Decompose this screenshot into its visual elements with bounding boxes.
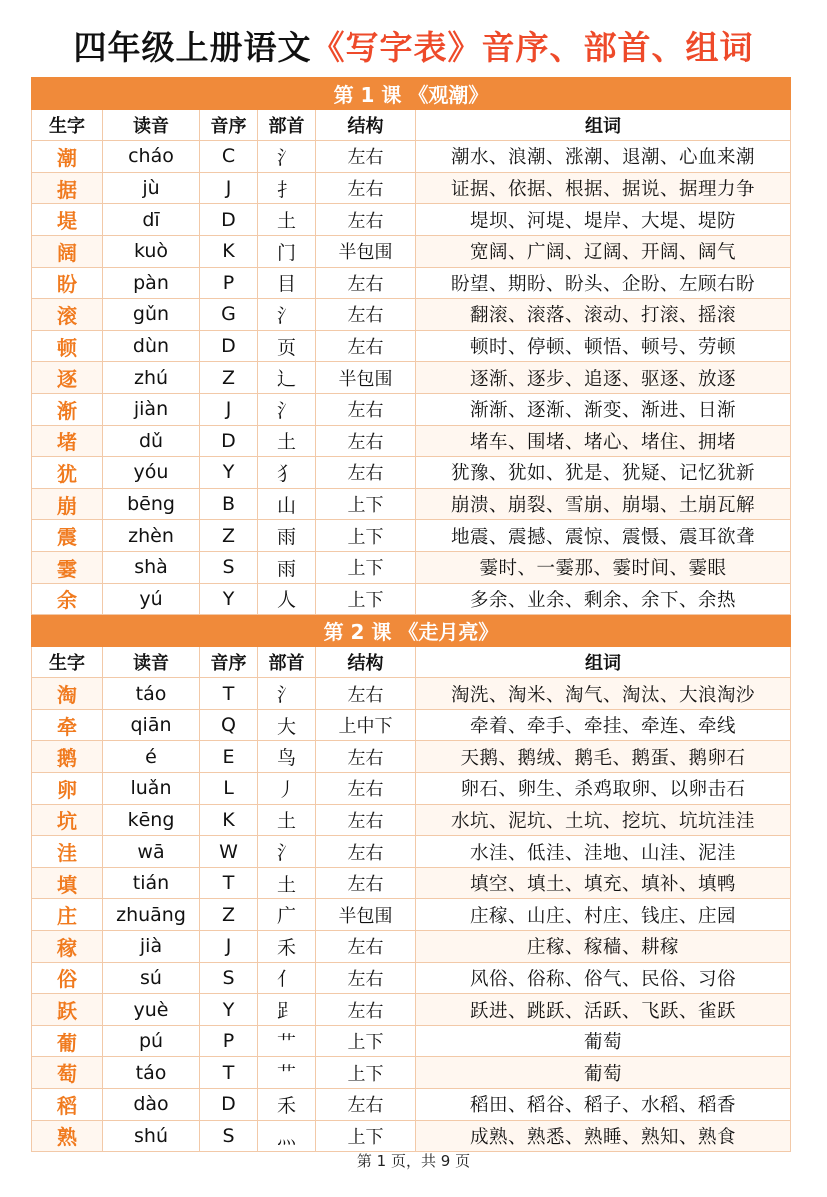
radical-cell: 鸟: [258, 741, 316, 773]
initial-cell: Z: [200, 899, 258, 931]
words-cell: 逐渐、逐步、追逐、驱逐、放逐: [416, 362, 791, 394]
initial-cell: G: [200, 299, 258, 331]
initial-cell: E: [200, 741, 258, 773]
initial-cell: C: [200, 141, 258, 173]
lesson-heading-row: [32, 78, 791, 110]
structure-cell: 上下: [316, 520, 416, 552]
table-row: [32, 931, 791, 963]
page-footer: 第 1 页，共 9 页: [356, 1152, 471, 1170]
structure-cell: 半包围: [316, 362, 416, 394]
character-cell: 俗: [32, 962, 103, 994]
table-row: [32, 299, 791, 331]
pinyin-cell: zhèn: [103, 520, 200, 552]
pinyin-cell: shú: [103, 1120, 200, 1152]
initial-cell: Y: [200, 583, 258, 615]
table-row: [32, 899, 791, 931]
pinyin-cell: yóu: [103, 457, 200, 489]
radical-cell: 𧾷: [258, 994, 316, 1026]
radical-cell: 艹: [258, 1025, 316, 1057]
words-cell: 风俗、俗称、俗气、民俗、习俗: [416, 962, 791, 994]
initial-cell: D: [200, 204, 258, 236]
words-cell: 水洼、低洼、洼地、山洼、泥洼: [416, 836, 791, 868]
radical-cell: 土: [258, 867, 316, 899]
structure-cell: 左右: [316, 267, 416, 299]
words-cell: 牵着、牵手、牵挂、牵连、牵线: [416, 709, 791, 741]
header-character: 生字: [32, 109, 103, 141]
initial-cell: S: [200, 1120, 258, 1152]
radical-cell: 土: [258, 425, 316, 457]
pinyin-cell: sú: [103, 962, 200, 994]
character-cell: 余: [32, 583, 103, 615]
character-cell: 稼: [32, 931, 103, 963]
title-part3: 音序、部首、组词: [481, 28, 754, 67]
table-row: [32, 204, 791, 236]
table-row: [32, 1089, 791, 1121]
pinyin-cell: dào: [103, 1089, 200, 1121]
radical-cell: 氵: [258, 299, 316, 331]
initial-cell: S: [200, 551, 258, 583]
radical-cell: 丿: [258, 773, 316, 805]
character-cell: 渐: [32, 393, 103, 425]
table-row: [32, 1120, 791, 1152]
character-cell: 萄: [32, 1057, 103, 1089]
character-cell: 填: [32, 867, 103, 899]
table-row: [32, 678, 791, 710]
structure-cell: 上下: [316, 583, 416, 615]
pinyin-cell: wā: [103, 836, 200, 868]
radical-cell: 灬: [258, 1120, 316, 1152]
radical-cell: 氵: [258, 678, 316, 710]
words-cell: 堤坝、河堤、堤岸、大堤、堤防: [416, 204, 791, 236]
words-cell: 葡萄: [416, 1057, 791, 1089]
structure-cell: 左右: [316, 931, 416, 963]
table-row: [32, 330, 791, 362]
initial-cell: T: [200, 1057, 258, 1089]
words-cell: 盼望、期盼、盼头、企盼、左顾右盼: [416, 267, 791, 299]
words-cell: 多余、业余、剩余、余下、余热: [416, 583, 791, 615]
character-cell: 顿: [32, 330, 103, 362]
header-structure: 结构: [316, 646, 416, 678]
words-cell: 证据、依据、根据、据说、据理力争: [416, 172, 791, 204]
character-cell: 庄: [32, 899, 103, 931]
words-cell: 顿时、停顿、顿悟、顿号、劳顿: [416, 330, 791, 362]
pinyin-cell: kuò: [103, 235, 200, 267]
initial-cell: D: [200, 330, 258, 362]
structure-cell: 上下: [316, 551, 416, 583]
structure-cell: 上下: [316, 1057, 416, 1089]
pinyin-cell: jià: [103, 931, 200, 963]
column-header-row: [32, 646, 791, 678]
structure-cell: 左右: [316, 836, 416, 868]
table-row: [32, 741, 791, 773]
initial-cell: J: [200, 393, 258, 425]
pinyin-cell: gǔn: [103, 299, 200, 331]
table-row: [32, 141, 791, 173]
structure-cell: 上中下: [316, 709, 416, 741]
table-row: [32, 773, 791, 805]
table-row: [32, 1025, 791, 1057]
title-part2: 《写字表》: [311, 28, 482, 67]
pinyin-cell: zhuāng: [103, 899, 200, 931]
character-cell: 崩: [32, 488, 103, 520]
table-body: [32, 78, 791, 1152]
structure-cell: 左右: [316, 204, 416, 236]
pinyin-cell: dùn: [103, 330, 200, 362]
table-row: [32, 235, 791, 267]
page-title: [0, 22, 827, 69]
character-cell: 滚: [32, 299, 103, 331]
table-row: [32, 583, 791, 615]
radical-cell: 雨: [258, 520, 316, 552]
header-pinyin: 读音: [103, 109, 200, 141]
header-radical: 部首: [258, 646, 316, 678]
words-cell: 霎时、一霎那、霎时间、霎眼: [416, 551, 791, 583]
pinyin-cell: dǔ: [103, 425, 200, 457]
pinyin-cell: táo: [103, 678, 200, 710]
pinyin-cell: táo: [103, 1057, 200, 1089]
words-cell: 庄稼、稼穑、耕稼: [416, 931, 791, 963]
structure-cell: 左右: [316, 867, 416, 899]
words-cell: 填空、填土、填充、填补、填鸭: [416, 867, 791, 899]
radical-cell: 辶: [258, 362, 316, 394]
initial-cell: Z: [200, 362, 258, 394]
pinyin-cell: tián: [103, 867, 200, 899]
words-cell: 地震、震撼、震惊、震慑、震耳欲聋: [416, 520, 791, 552]
table-row: [32, 962, 791, 994]
radical-cell: 山: [258, 488, 316, 520]
character-cell: 淘: [32, 678, 103, 710]
pinyin-cell: kēng: [103, 804, 200, 836]
pinyin-cell: zhú: [103, 362, 200, 394]
structure-cell: 左右: [316, 994, 416, 1026]
table-row: [32, 172, 791, 204]
pinyin-cell: jiàn: [103, 393, 200, 425]
words-cell: 庄稼、山庄、村庄、钱庄、庄园: [416, 899, 791, 931]
structure-cell: 左右: [316, 172, 416, 204]
character-cell: 据: [32, 172, 103, 204]
character-cell: 震: [32, 520, 103, 552]
structure-cell: 左右: [316, 1089, 416, 1121]
pinyin-cell: pú: [103, 1025, 200, 1057]
radical-cell: 艹: [258, 1057, 316, 1089]
character-cell: 牵: [32, 709, 103, 741]
table-row: [32, 867, 791, 899]
structure-cell: 左右: [316, 141, 416, 173]
pinyin-cell: shà: [103, 551, 200, 583]
initial-cell: Y: [200, 457, 258, 489]
radical-cell: 雨: [258, 551, 316, 583]
character-cell: 鹅: [32, 741, 103, 773]
pinyin-cell: é: [103, 741, 200, 773]
header-character: 生字: [32, 646, 103, 678]
initial-cell: Y: [200, 994, 258, 1026]
initial-cell: D: [200, 1089, 258, 1121]
structure-cell: 半包围: [316, 899, 416, 931]
character-cell: 卵: [32, 773, 103, 805]
character-cell: 稻: [32, 1089, 103, 1121]
words-cell: 卵石、卵生、杀鸡取卵、以卵击石: [416, 773, 791, 805]
character-cell: 跃: [32, 994, 103, 1026]
character-cell: 阔: [32, 235, 103, 267]
character-cell: 堵: [32, 425, 103, 457]
words-cell: 成熟、熟悉、熟睡、熟知、熟食: [416, 1120, 791, 1152]
table-row: [32, 362, 791, 394]
initial-cell: S: [200, 962, 258, 994]
initial-cell: P: [200, 267, 258, 299]
header-initial: 音序: [200, 646, 258, 678]
initial-cell: K: [200, 235, 258, 267]
initial-cell: L: [200, 773, 258, 805]
words-cell: 跃进、跳跃、活跃、飞跃、雀跃: [416, 994, 791, 1026]
structure-cell: 左右: [316, 678, 416, 710]
words-cell: 犹豫、犹如、犹是、犹疑、记忆犹新: [416, 457, 791, 489]
radical-cell: 人: [258, 583, 316, 615]
radical-cell: 禾: [258, 1089, 316, 1121]
title-part1: 四年级上册语文: [73, 28, 312, 67]
character-cell: 盼: [32, 267, 103, 299]
initial-cell: P: [200, 1025, 258, 1057]
table-row: [32, 994, 791, 1026]
pinyin-cell: luǎn: [103, 773, 200, 805]
table-row: [32, 1057, 791, 1089]
pinyin-cell: dī: [103, 204, 200, 236]
words-cell: 稻田、稻谷、稻子、水稻、稻香: [416, 1089, 791, 1121]
radical-cell: 目: [258, 267, 316, 299]
initial-cell: J: [200, 931, 258, 963]
character-cell: 坑: [32, 804, 103, 836]
words-cell: 堵车、围堵、堵心、堵住、拥堵: [416, 425, 791, 457]
table-row: [32, 267, 791, 299]
header-words: 组词: [416, 109, 791, 141]
table-row: [32, 709, 791, 741]
header-pinyin: 读音: [103, 646, 200, 678]
pinyin-cell: yuè: [103, 994, 200, 1026]
structure-cell: 左右: [316, 425, 416, 457]
structure-cell: 上下: [316, 1025, 416, 1057]
words-cell: 天鹅、鹅绒、鹅毛、鹅蛋、鹅卵石: [416, 741, 791, 773]
structure-cell: 左右: [316, 457, 416, 489]
structure-cell: 左右: [316, 299, 416, 331]
words-cell: 渐渐、逐渐、渐变、渐进、日渐: [416, 393, 791, 425]
character-cell: 堤: [32, 204, 103, 236]
structure-cell: 左右: [316, 393, 416, 425]
radical-cell: 犭: [258, 457, 316, 489]
words-cell: 潮水、浪潮、涨潮、退潮、心血来潮: [416, 141, 791, 173]
initial-cell: Z: [200, 520, 258, 552]
words-cell: 淘洗、淘米、淘气、淘汰、大浪淘沙: [416, 678, 791, 710]
radical-cell: 广: [258, 899, 316, 931]
radical-cell: 氵: [258, 393, 316, 425]
character-cell: 霎: [32, 551, 103, 583]
table-row: [32, 804, 791, 836]
radical-cell: 大: [258, 709, 316, 741]
header-structure: 结构: [316, 109, 416, 141]
lesson-heading: 第 2 课 《走月亮》: [32, 615, 791, 647]
structure-cell: 半包围: [316, 235, 416, 267]
pinyin-cell: yú: [103, 583, 200, 615]
structure-cell: 上下: [316, 1120, 416, 1152]
lesson-heading-row: [32, 615, 791, 647]
structure-cell: 左右: [316, 741, 416, 773]
pinyin-cell: cháo: [103, 141, 200, 173]
words-cell: 水坑、泥坑、土坑、挖坑、坑坑洼洼: [416, 804, 791, 836]
pinyin-cell: jù: [103, 172, 200, 204]
header-initial: 音序: [200, 109, 258, 141]
radical-cell: 禾: [258, 931, 316, 963]
words-cell: 翻滚、滚落、滚动、打滚、摇滚: [416, 299, 791, 331]
character-cell: 潮: [32, 141, 103, 173]
character-cell: 葡: [32, 1025, 103, 1057]
character-cell: 犹: [32, 457, 103, 489]
character-cell: 熟: [32, 1120, 103, 1152]
table-row: [32, 551, 791, 583]
radical-cell: 氵: [258, 836, 316, 868]
initial-cell: K: [200, 804, 258, 836]
header-radical: 部首: [258, 109, 316, 141]
initial-cell: B: [200, 488, 258, 520]
table-row: [32, 836, 791, 868]
table-row: [32, 520, 791, 552]
initial-cell: J: [200, 172, 258, 204]
radical-cell: 门: [258, 235, 316, 267]
initial-cell: T: [200, 867, 258, 899]
table-row: [32, 457, 791, 489]
header-words: 组词: [416, 646, 791, 678]
lesson-heading: 第 1 课 《观潮》: [32, 78, 791, 110]
table-row: [32, 425, 791, 457]
structure-cell: 左右: [316, 330, 416, 362]
initial-cell: T: [200, 678, 258, 710]
initial-cell: D: [200, 425, 258, 457]
words-cell: 宽阔、广阔、辽阔、开阔、阔气: [416, 235, 791, 267]
words-cell: 崩溃、崩裂、雪崩、崩塌、土崩瓦解: [416, 488, 791, 520]
words-cell: 葡萄: [416, 1025, 791, 1057]
initial-cell: Q: [200, 709, 258, 741]
structure-cell: 左右: [316, 804, 416, 836]
structure-cell: 上下: [316, 488, 416, 520]
pinyin-cell: qiān: [103, 709, 200, 741]
radical-cell: 氵: [258, 141, 316, 173]
radical-cell: 页: [258, 330, 316, 362]
radical-cell: 亻: [258, 962, 316, 994]
table-row: [32, 393, 791, 425]
radical-cell: 扌: [258, 172, 316, 204]
structure-cell: 左右: [316, 962, 416, 994]
character-cell: 逐: [32, 362, 103, 394]
radical-cell: 土: [258, 804, 316, 836]
radical-cell: 土: [258, 204, 316, 236]
column-header-row: [32, 109, 791, 141]
character-cell: 洼: [32, 836, 103, 868]
structure-cell: 左右: [316, 773, 416, 805]
pinyin-cell: pàn: [103, 267, 200, 299]
pinyin-cell: bēng: [103, 488, 200, 520]
initial-cell: W: [200, 836, 258, 868]
character-table: [31, 77, 791, 1152]
table-row: [32, 488, 791, 520]
